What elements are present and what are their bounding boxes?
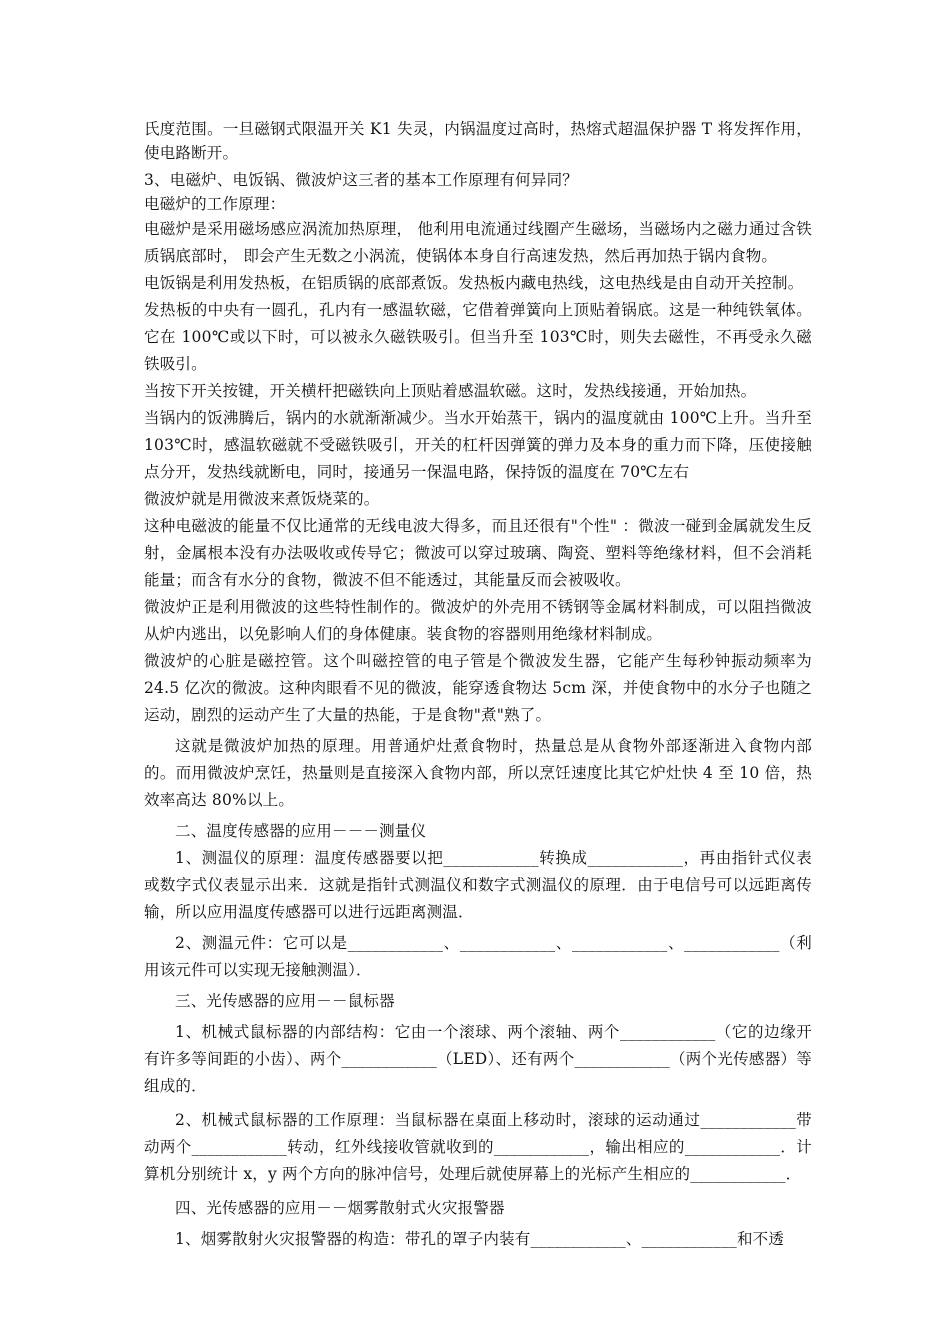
section-2-heading: 二、温度传感器的应用－－－测量仪	[175, 822, 427, 840]
paragraph-microwave-principle: 这就是微波炉加热的原理。用普通炉灶煮食物时，热量总是从食物外部逐渐进入食物内部的。而用微波炉烹饪，热量则是直接深入食物内部，所以烹饪速度比其它炉灶快 4 至 10 倍，热效率高达 80%以上。	[144, 737, 812, 809]
question-3-heading: 3、电磁炉、电饭锅、微波炉这三者的基本工作原理有何异同？	[144, 171, 578, 189]
paragraph-thermometer-principle: 1、测温仪的原理：温度传感器要以把____________转换成____________，再由指针式仪表或数字式仪表显示出来．这就是指针式测温仪和数字式测温仪的原理．由于电信号可以远距离传输，所以应用温度传感器可以进行远距离测温．	[144, 849, 812, 921]
paragraph-protector-note: 氏度范围。一旦磁钢式限温开关 K1 失灵，内锅温度过高时，热熔式超温保护器 T 将发挥作用，使电路断开。	[144, 120, 812, 162]
paragraph-mouse-structure: 1、机械式鼠标器的内部结构：它由一个滚球、两个滚轴、两个____________（它的边缘开有许多等间距的小齿）、两个____________（LED）、还有两个____________（两个光传感器）等组成的．	[144, 1023, 812, 1095]
paragraph-microwave-properties: 这种电磁波的能量不仅比通常的无线电波大得多，而且还很有"个性" ：微波一碰到金属就发生反射，金属根本没有办法吸收或传导它；微波可以穿过玻璃、陶瓷、塑料等绝缘材料，但不会消耗能量；而含有水分的食物，微波不但不能透过，其能量反而会被吸收。	[144, 517, 812, 589]
paragraph-boiling: 当锅内的饭沸腾后，锅内的水就渐渐减少。当水开始蒸干，锅内的温度就由 100℃上升。当升至 103℃时，感温软磁就不受磁铁吸引，开关的杠杆因弹簧的弹力及本身的重力而下降，压使接触点分开，发热线就断电，同时，接通另一保温电路，保持饭的温度在 70℃左右	[144, 409, 812, 481]
paragraph-induction-cooker: 电磁炉是采用磁场感应涡流加热原理， 他利用电流通过线圈产生磁场，当磁场内之磁力通过含铁质锅底部时， 即会产生无数之小涡流，使锅体本身自行高速发热，然后再加热于锅内食物。	[144, 220, 812, 265]
paragraph-rice-cooker: 电饭锅是利用发热板，在铝质锅的底部煮饭。发热板内藏电热线，这电热线是由自动开关控制。	[144, 274, 804, 292]
paragraph-smoke-alarm: 1、烟雾散射火灾报警器的构造：带孔的罩子内装有____________、____________和不透	[175, 1230, 785, 1248]
section-3-heading: 三、光传感器的应用－－鼠标器	[175, 992, 395, 1010]
paragraph-switch-press: 当按下开关按键，开关横杆把磁铁向上顶贴着感温软磁。这时，发热线接通，开始加热。	[144, 382, 757, 400]
induction-cooker-heading: 电磁炉的工作原理：	[144, 194, 286, 213]
document-page	[144, 118, 812, 1253]
paragraph-microwave-construction: 微波炉正是利用微波的这些特性制作的。微波炉的外壳用不锈钢等金属材料制成，可以阻挡微波从炉内逃出，以免影响人们的身体健康。装食物的容器则用绝缘材料制成。	[144, 598, 812, 643]
section-4-heading: 四、光传感器的应用－－烟雾散射式火灾报警器	[175, 1199, 505, 1217]
paragraph-thermometer-elements: 2、测温元件：它可以是____________、____________、____________、____________（利用该元件可以实现无接触测温）．	[144, 934, 812, 979]
paragraph-mouse-principle: 2、机械式鼠标器的工作原理：当鼠标器在桌面上移动时，滚球的运动通过____________带动两个____________转动，红外线接收管就收到的____________，输出相应的____________．计算机分别统计 x，y 两个方向的脉冲信号，处理后就使屏幕上的光标产生相应的____________．	[144, 1111, 812, 1183]
paragraph-heating-plate: 发热板的中央有一圆孔，孔内有一感温软磁，它借着弹簧向上顶贴着锅底。这是一种纯铁氧体。它在 100℃或以下时，可以被永久磁铁吸引。但当升至 103℃时，则失去磁性，不再受永久磁铁吸引。	[144, 301, 812, 373]
paragraph-magnetron: 微波炉的心脏是磁控管。这个叫磁控管的电子管是个微波发生器，它能产生每秒钟振动频率为 24.5 亿次的微波。这种肉眼看不见的微波，能穿透食物达 5cm 深，并使食物中的水分子也随之运动，剧烈的运动产生了大量的热能，于是食物"煮"熟了。	[144, 652, 812, 724]
paragraph-microwave-intro: 微波炉就是用微波来煮饭烧菜的。	[144, 490, 380, 508]
